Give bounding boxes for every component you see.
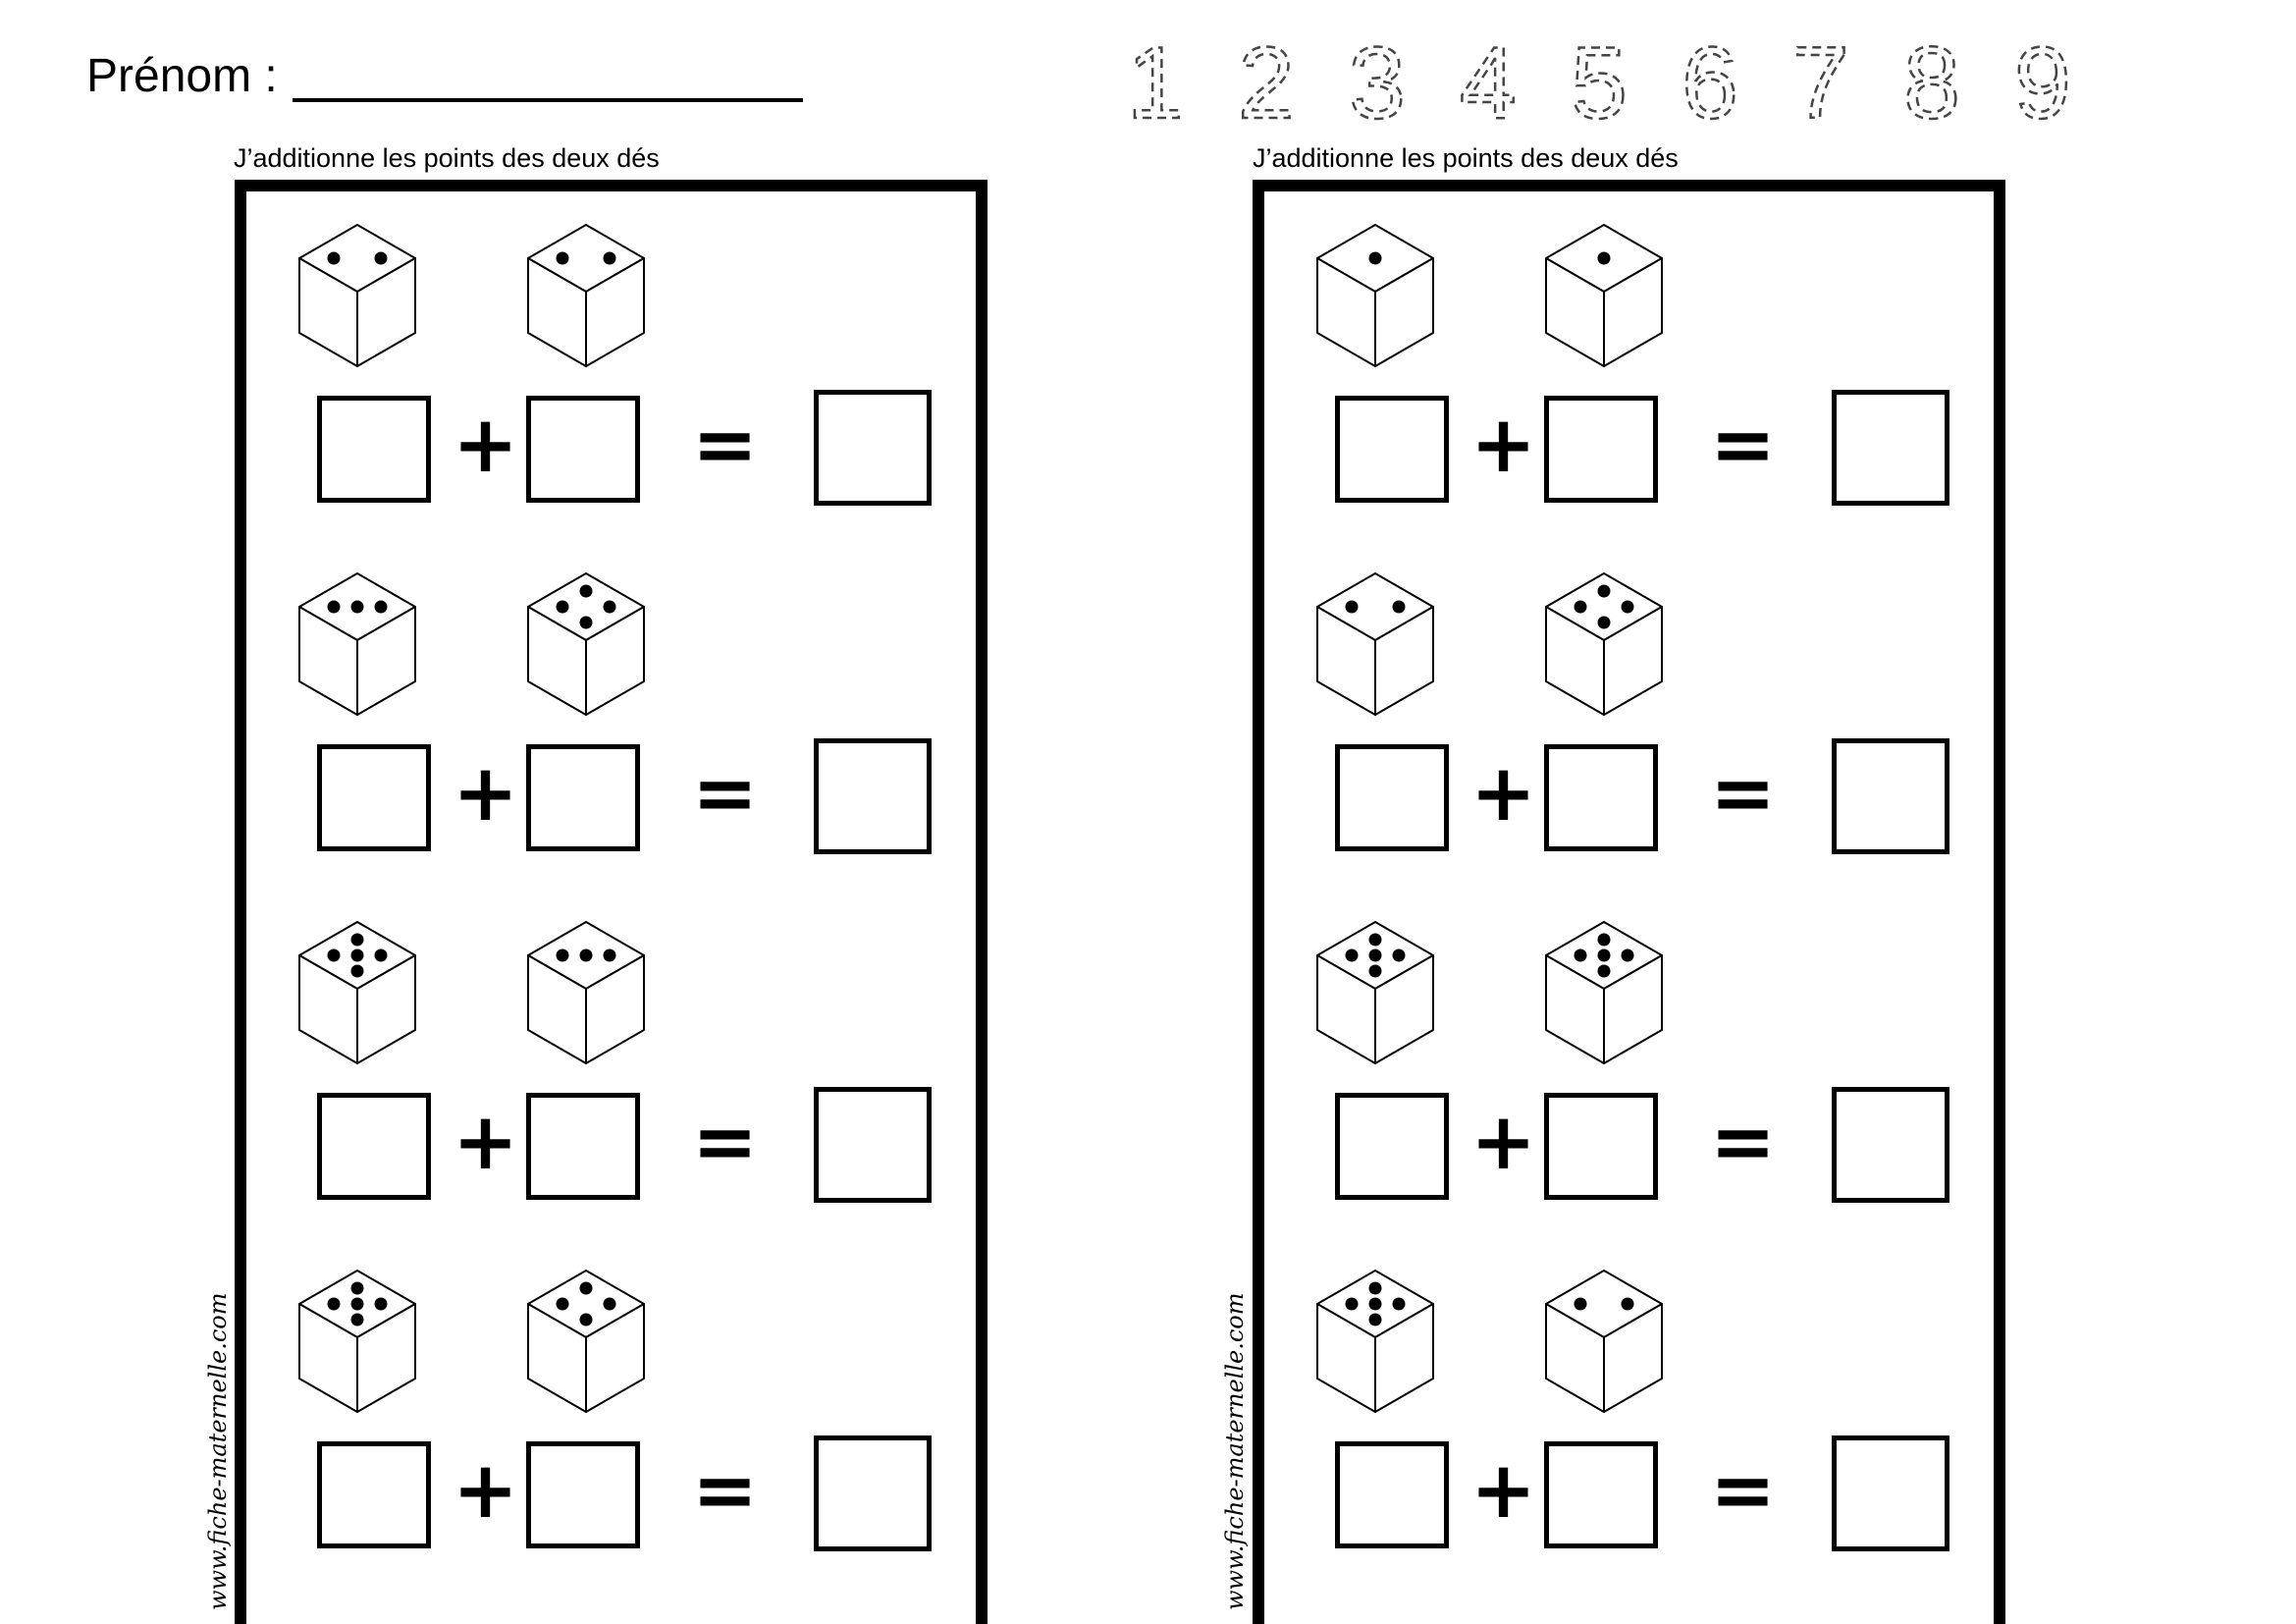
die-first	[1313, 221, 1437, 370]
addition-problem	[1264, 569, 2017, 903]
answer-box-second[interactable]	[1544, 396, 1658, 503]
tracing-digit-1: 1	[1127, 27, 1184, 130]
answer-box-sum[interactable]	[1832, 738, 1949, 854]
die-pip	[1369, 1298, 1382, 1311]
answer-box-first[interactable]	[1335, 396, 1449, 503]
answer-box-sum[interactable]	[814, 1435, 932, 1551]
equals-sign: =	[1710, 1096, 1777, 1187]
die-pip	[351, 601, 364, 614]
die-pip	[580, 1314, 593, 1326]
equals-sign: =	[692, 1096, 759, 1187]
die-pip	[1369, 1314, 1382, 1326]
die-pip	[1598, 617, 1611, 629]
die-second	[1542, 918, 1666, 1067]
plus-sign: +	[453, 1444, 519, 1536]
die-pip	[375, 1298, 388, 1311]
answer-box-sum[interactable]	[1832, 1435, 1949, 1551]
tracing-digit-6: 6	[1682, 27, 1738, 130]
equals-sign: =	[692, 747, 759, 839]
equals-sign: =	[1710, 747, 1777, 839]
answer-box-second[interactable]	[526, 1093, 640, 1200]
answer-box-sum[interactable]	[814, 738, 932, 854]
die-pip	[1575, 949, 1587, 962]
die-pip	[328, 949, 341, 962]
name-write-line[interactable]	[293, 98, 803, 102]
die-pip	[351, 1314, 364, 1326]
addition-problem	[246, 918, 999, 1252]
addition-problem	[246, 569, 999, 903]
tracing-digit-8: 8	[1903, 27, 1960, 130]
die-pip	[1369, 965, 1382, 978]
tracing-digit-3: 3	[1349, 27, 1406, 130]
die-pip	[1393, 1298, 1406, 1311]
die-first	[1313, 569, 1437, 719]
answer-box-first[interactable]	[1335, 1093, 1449, 1200]
die-pip	[351, 1282, 364, 1295]
answer-box-second[interactable]	[526, 744, 640, 851]
answer-box-second[interactable]	[526, 396, 640, 503]
die-pip	[580, 585, 593, 598]
plus-sign: +	[453, 399, 519, 490]
equals-sign: =	[692, 1444, 759, 1536]
addition-problem	[1264, 221, 2017, 555]
die-pip	[557, 252, 569, 265]
instruction-left: J’additionne les points des deux dés	[234, 143, 660, 173]
answer-box-first[interactable]	[317, 1441, 431, 1548]
die-pip	[351, 949, 364, 962]
equals-sign: =	[1710, 1444, 1777, 1536]
tracing-digit-5: 5	[1571, 27, 1628, 130]
answer-box-second[interactable]	[1544, 1093, 1658, 1200]
die-pip	[1346, 949, 1359, 962]
answer-box-first[interactable]	[1335, 744, 1449, 851]
die-pip	[604, 601, 616, 614]
die-pip	[328, 601, 341, 614]
die-pip	[351, 934, 364, 947]
die-pip	[604, 252, 616, 265]
die-pip	[1598, 252, 1611, 265]
tracing-digit-2: 2	[1238, 27, 1295, 130]
die-pip	[1346, 601, 1359, 614]
die-pip	[1393, 601, 1406, 614]
die-pip	[1598, 949, 1611, 962]
die-pip	[351, 1298, 364, 1311]
addition-problem	[246, 1267, 999, 1600]
die-pip	[375, 949, 388, 962]
die-pip	[1369, 252, 1382, 265]
worksheet-panel-left	[235, 180, 988, 1624]
addition-problem	[246, 221, 999, 555]
die-pip	[375, 252, 388, 265]
die-pip	[1622, 949, 1634, 962]
die-pip	[1346, 1298, 1359, 1311]
die-pip	[1369, 949, 1382, 962]
die-first	[295, 918, 419, 1067]
tracing-digit-7: 7	[1792, 27, 1849, 130]
plus-sign: +	[1470, 399, 1537, 490]
die-pip	[328, 252, 341, 265]
die-pip	[1622, 601, 1634, 614]
die-pip	[328, 1298, 341, 1311]
die-second	[524, 1267, 648, 1416]
die-pip	[1622, 1298, 1634, 1311]
tracing-digit-9: 9	[2014, 27, 2071, 130]
die-pip	[1575, 1298, 1587, 1311]
die-pip	[1598, 965, 1611, 978]
die-pip	[351, 965, 364, 978]
tracing-digits	[1117, 22, 2122, 130]
answer-box-second[interactable]	[1544, 1441, 1658, 1548]
die-first	[295, 1267, 419, 1416]
equals-sign: =	[1710, 399, 1777, 490]
die-second	[524, 221, 648, 370]
answer-box-sum[interactable]	[1832, 1087, 1949, 1203]
answer-box-first[interactable]	[317, 396, 431, 503]
name-label: Prénom :	[86, 50, 278, 102]
plus-sign: +	[1470, 747, 1537, 839]
die-pip	[1393, 949, 1406, 962]
die-second	[1542, 569, 1666, 719]
answer-box-first[interactable]	[1335, 1441, 1449, 1548]
answer-box-second[interactable]	[526, 1441, 640, 1548]
die-pip	[604, 1298, 616, 1311]
addition-problem	[1264, 918, 2017, 1252]
die-second	[1542, 221, 1666, 370]
plus-sign: +	[1470, 1444, 1537, 1536]
answer-box-first[interactable]	[317, 744, 431, 851]
answer-box-sum[interactable]	[814, 390, 932, 506]
worksheet-panel-right	[1253, 180, 2005, 1624]
die-first	[1313, 918, 1437, 1067]
watermark-left: www.fiche-maternelle.com	[204, 1292, 232, 1610]
watermark-right: www.fiche-maternelle.com	[1221, 1292, 1249, 1610]
die-pip	[580, 1282, 593, 1295]
addition-problem	[1264, 1267, 2017, 1600]
die-pip	[1575, 601, 1587, 614]
die-first	[295, 569, 419, 719]
die-second	[524, 918, 648, 1067]
die-first	[1313, 1267, 1437, 1416]
answer-box-sum[interactable]	[1832, 390, 1949, 506]
tracing-digit-4: 4	[1460, 27, 1517, 130]
plus-sign: +	[453, 1096, 519, 1187]
answer-box-sum[interactable]	[814, 1087, 932, 1203]
die-pip	[604, 949, 616, 962]
die-pip	[1369, 1282, 1382, 1295]
die-second	[524, 569, 648, 719]
die-pip	[1369, 934, 1382, 947]
die-pip	[557, 949, 569, 962]
die-pip	[557, 601, 569, 614]
die-first	[295, 221, 419, 370]
die-pip	[1598, 934, 1611, 947]
plus-sign: +	[1470, 1096, 1537, 1187]
plus-sign: +	[453, 747, 519, 839]
answer-box-second[interactable]	[1544, 744, 1658, 851]
die-pip	[1598, 585, 1611, 598]
equals-sign: =	[692, 399, 759, 490]
answer-box-first[interactable]	[317, 1093, 431, 1200]
die-pip	[375, 601, 388, 614]
die-second	[1542, 1267, 1666, 1416]
die-pip	[557, 1298, 569, 1311]
instruction-right: J’additionne les points des deux dés	[1253, 143, 1679, 173]
die-pip	[580, 617, 593, 629]
die-pip	[580, 949, 593, 962]
